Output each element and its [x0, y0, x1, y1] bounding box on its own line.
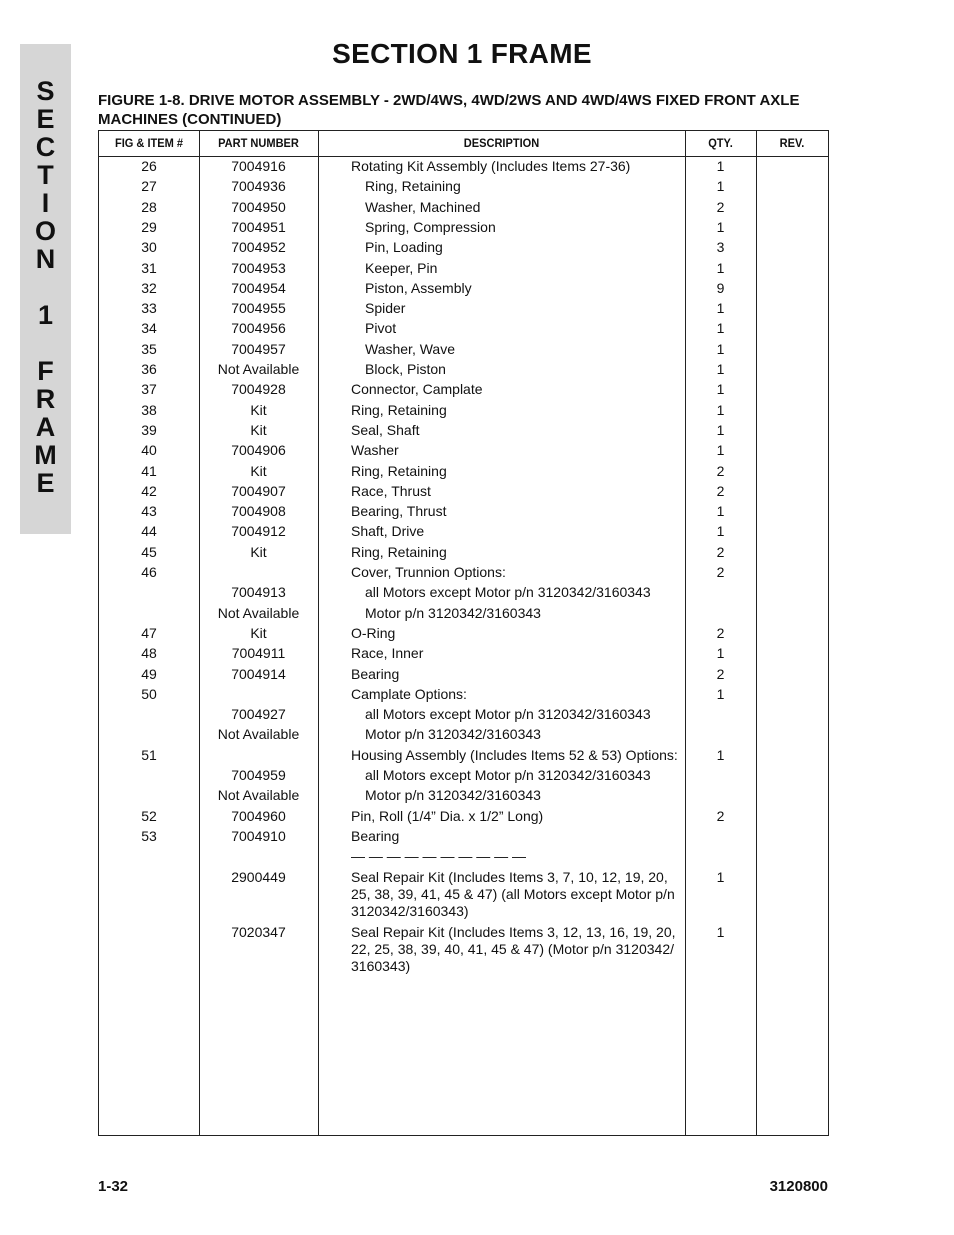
cell-qty: 1 [716, 340, 725, 357]
cell-description: Rotating Kit Assembly (Includes Items 27-36) [351, 158, 631, 174]
cell-part-number: 7004956 [231, 320, 286, 337]
side-tab-letter: O [34, 216, 56, 246]
cell-fig-item: 32 [141, 279, 157, 296]
cell-qty: 1 [716, 158, 725, 174]
column-divider [318, 131, 319, 1135]
cell-qty: 1 [716, 300, 725, 317]
page-number: 1-32 [98, 1178, 129, 1195]
cell-qty: 1 [716, 523, 725, 540]
side-tab-letter: N [35, 244, 56, 274]
header-fig-item: FIG & ITEM # [114, 136, 184, 150]
cell-description: Spider [365, 300, 406, 317]
cell-part-number: Not Available [217, 726, 300, 743]
cell-description: Pivot [365, 320, 397, 337]
cell-part-number: Kit [250, 462, 267, 479]
cell-description: all Motors except Motor p/n 3120342/3160343 [365, 584, 651, 601]
cell-qty: 2 [716, 543, 725, 560]
side-tab-letter: R [35, 384, 56, 414]
cell-fig-item: 52 [141, 807, 157, 824]
cell-fig-item: 47 [141, 624, 157, 641]
cell-qty: 1 [716, 401, 725, 418]
cell-description: all Motors except Motor p/n 3120342/3160343 [365, 767, 651, 783]
cell-description: Washer, Machined [365, 198, 481, 215]
cell-description: Shaft, Drive [351, 523, 425, 540]
cell-description: Bearing [351, 827, 400, 844]
cell-qty: 1 [716, 259, 725, 276]
cell-part-number: 7004951 [231, 218, 286, 235]
cell-description: Washer [351, 442, 399, 459]
cell-description: Housing Assembly (Includes Items 52 & 53) Options: [351, 746, 678, 763]
cell-qty: 1 [716, 421, 725, 438]
cell-part-number: 7004955 [231, 300, 286, 317]
cell-part-number: Not Available [217, 787, 300, 804]
side-tab-letter: I [41, 188, 50, 218]
cell-qty: 1 [716, 868, 725, 885]
cell-description: Bearing, Thrust [351, 503, 447, 520]
cell-description: Seal Repair Kit (Includes Items 3, 7, 10, 12, 19, 20, 25, 38, 39, 41, 45 & 47) (all Motors except Motor p/n 3120342/3160343) [351, 868, 675, 919]
side-tab-letter: C [35, 132, 56, 162]
cell-description: Seal, Shaft [351, 421, 420, 438]
cell-part-number: Kit [250, 421, 267, 438]
cell-qty: 2 [716, 462, 725, 479]
cell-fig-item: 44 [141, 523, 157, 540]
cell-part-number: 7004957 [231, 340, 286, 357]
cell-fig-item: 35 [141, 340, 157, 357]
cell-part-number: 7020347 [231, 923, 286, 940]
cell-qty: 2 [716, 624, 725, 641]
cell-description: Ring, Retaining [351, 543, 447, 560]
cell-description: Cover, Trunnion Options: [351, 564, 506, 580]
cell-fig-item: 51 [141, 746, 157, 763]
cell-description: O-Ring [351, 624, 396, 641]
cell-description: all Motors except Motor p/n 3120342/3160343 [365, 706, 651, 723]
cell-description: Pin, Loading [365, 239, 443, 256]
cell-fig-item: 33 [141, 300, 157, 317]
cell-qty: 1 [716, 645, 725, 662]
cell-part-number: 7004936 [231, 178, 286, 195]
cell-part-number: 7004910 [231, 827, 286, 844]
cell-qty: 1 [716, 178, 725, 195]
cell-qty: 2 [716, 198, 725, 215]
cell-part-number: 7004927 [231, 706, 286, 723]
cell-description: Piston, Assembly [365, 279, 472, 296]
cell-qty: 1 [716, 746, 725, 763]
document-number: 3120800 [769, 1178, 828, 1195]
side-tab-letter: S [36, 76, 55, 106]
cell-fig-item: 38 [141, 401, 157, 418]
cell-fig-item: 49 [141, 665, 157, 682]
cell-qty: 2 [716, 564, 725, 580]
cell-part-number: 7004906 [231, 442, 286, 459]
cell-fig-item: 31 [141, 259, 157, 276]
column-divider [756, 131, 757, 1135]
cell-qty: 2 [716, 665, 725, 682]
cell-part-number: 7004914 [231, 665, 286, 682]
cell-fig-item: 26 [141, 158, 157, 174]
side-tab-letter: E [36, 104, 55, 134]
cell-qty: 1 [716, 442, 725, 459]
cell-qty: 1 [716, 218, 725, 235]
cell-description: Keeper, Pin [365, 259, 438, 276]
side-tab-letters [20, 77, 71, 497]
cell-part-number: 7004908 [231, 503, 286, 520]
cell-qty: 1 [716, 320, 725, 337]
cell-fig-item: 28 [141, 198, 157, 215]
cell-qty: 2 [716, 807, 725, 824]
cell-fig-item: 50 [141, 685, 157, 702]
cell-description: Connector, Camplate [351, 381, 483, 398]
cell-qty: 2 [716, 482, 725, 499]
cell-description: Motor p/n 3120342/3160343 [365, 604, 541, 621]
header-rev: REV. [779, 136, 805, 150]
cell-part-number: 7004907 [231, 482, 286, 499]
cell-description: Washer, Wave [365, 340, 455, 357]
side-tab-letter: A [35, 412, 56, 442]
parts-table [98, 130, 829, 1136]
cell-fig-item: 36 [141, 361, 157, 377]
cell-description: Pin, Roll (1/4” Dia. x 1/2” Long) [351, 807, 544, 824]
cell-fig-item: 39 [141, 421, 157, 438]
side-tab-letter: F [37, 356, 54, 386]
cell-part-number: 7004928 [231, 381, 286, 398]
cell-description: Motor p/n 3120342/3160343 [365, 787, 541, 804]
side-tab-letter: M [34, 440, 57, 470]
side-tab-letter: 1 [37, 300, 54, 330]
cell-qty: 3 [716, 239, 725, 256]
cell-qty: 1 [716, 685, 725, 702]
cell-fig-item: 43 [141, 503, 157, 520]
cell-qty: 1 [716, 503, 725, 520]
cell-part-number: 7004950 [231, 198, 286, 215]
cell-description: Motor p/n 3120342/3160343 [365, 726, 541, 743]
cell-fig-item: 45 [141, 543, 157, 560]
cell-description: Ring, Retaining [365, 178, 461, 195]
section-side-tab [20, 44, 71, 534]
cell-fig-item: 37 [141, 381, 157, 398]
cell-description: Ring, Retaining [351, 401, 447, 418]
cell-fig-item: 41 [141, 462, 157, 479]
cell-qty: 1 [716, 361, 725, 377]
cell-fig-item: 40 [141, 442, 157, 459]
cell-part-number: Not Available [217, 604, 300, 621]
cell-description: Race, Inner [351, 645, 424, 662]
cell-fig-item: 29 [141, 218, 157, 235]
cell-part-number: 7004912 [231, 523, 286, 540]
cell-part-number: 7004916 [231, 158, 286, 174]
cell-part-number: 2900449 [231, 868, 286, 885]
side-tab-letter: E [36, 468, 55, 498]
cell-part-number: 7004913 [231, 584, 286, 601]
cell-description: Camplate Options: [351, 685, 467, 702]
cell-part-number: Kit [250, 543, 267, 560]
cell-description: — — — — — — — — — — [351, 848, 527, 865]
header-description: DESCRIPTION [463, 136, 540, 150]
header-divider [99, 156, 828, 157]
cell-qty: 9 [716, 279, 725, 296]
header-qty: QTY. [708, 136, 733, 150]
cell-part-number: 7004953 [231, 259, 286, 276]
cell-description: Spring, Compression [365, 218, 496, 235]
cell-fig-item: 53 [141, 827, 157, 844]
cell-fig-item: 46 [141, 564, 157, 580]
figure-title: FIGURE 1-8. DRIVE MOTOR ASSEMBLY - 2WD/4WS, 4WD/2WS AND 4WD/4WS FIXED FRONT AXLE MACHINES (CONTINUED) [98, 92, 800, 128]
cell-part-number: Kit [250, 401, 267, 418]
cell-fig-item: 48 [141, 645, 157, 662]
cell-part-number: Kit [250, 624, 267, 641]
cell-description: Block, Piston [365, 361, 446, 377]
cell-description: Seal Repair Kit (Includes Items 3, 12, 13, 16, 19, 20, 22, 25, 38, 39, 40, 41, 45 & 47) (Motor p/n 3120342/ 3160343) [351, 923, 676, 974]
cell-fig-item: 27 [141, 178, 157, 195]
cell-fig-item: 34 [141, 320, 157, 337]
cell-fig-item: 42 [141, 482, 157, 499]
cell-qty: 1 [716, 381, 725, 398]
cell-part-number: 7004960 [231, 807, 286, 824]
cell-description: Bearing [351, 665, 400, 682]
cell-description: Ring, Retaining [351, 462, 447, 479]
cell-qty: 1 [716, 923, 725, 940]
cell-part-number: 7004911 [231, 645, 286, 662]
cell-part-number: Not Available [217, 361, 300, 377]
cell-part-number: 7004952 [231, 239, 286, 256]
side-tab-letter: T [37, 160, 54, 190]
cell-description: Race, Thrust [351, 482, 431, 499]
cell-part-number: 7004954 [231, 279, 286, 296]
page-title: SECTION 1 FRAME [332, 38, 592, 69]
cell-part-number: 7004959 [231, 767, 286, 783]
cell-fig-item: 30 [141, 239, 157, 256]
header-part-number: PART NUMBER [218, 136, 299, 150]
